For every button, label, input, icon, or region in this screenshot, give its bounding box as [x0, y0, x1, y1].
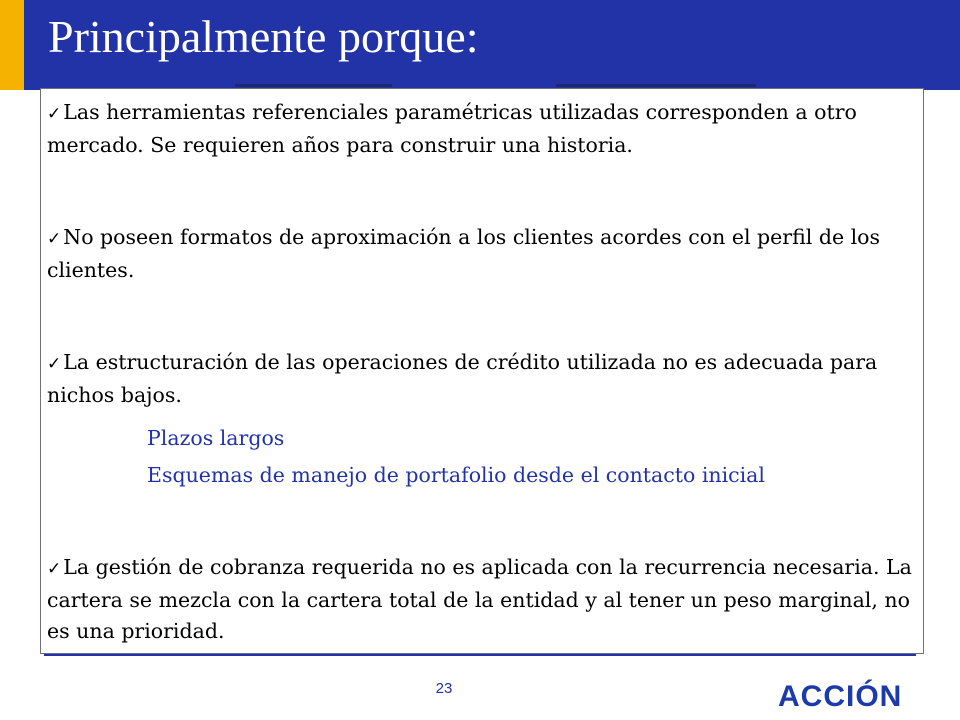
page-title: Principalmente porque: — [48, 11, 479, 62]
logo-text: ACCIÓN — [778, 680, 903, 710]
sub-item: Esquemas de manejo de portafolio desde el contacto inicial — [147, 463, 765, 487]
page-number: 23 — [435, 680, 453, 697]
bullet-item — [47, 97, 919, 161]
accion-logo — [776, 676, 916, 710]
sub-item: Plazos largos — [147, 426, 285, 450]
bullet-text: La estructuración de las operaciones de crédito utilizada no es adecuada para nichos bajos. — [47, 350, 878, 407]
checkmark-icon: ✓ — [47, 354, 62, 374]
content-box — [40, 88, 924, 654]
bullet-item — [47, 347, 919, 411]
checkmark-icon: ✓ — [47, 104, 62, 124]
decorative-underline — [235, 84, 392, 87]
decorative-underline — [556, 84, 756, 87]
bullet-text: La gestión de cobranza requerida no es aplicada con la recurrencia necesaria. La cartera se mezcla con la cartera total de la entidad y al tener un peso marginal, no es una prioridad. — [47, 555, 912, 643]
checkmark-icon: ✓ — [47, 229, 62, 249]
header-accent-stripe — [0, 0, 24, 90]
bullet-item — [47, 552, 919, 647]
bullet-item — [47, 222, 919, 286]
bullet-text: Las herramientas referenciales paramétricas utilizadas corresponden a otro mercado. Se requieren años para construir una historia. — [47, 100, 857, 157]
bullet-text: No poseen formatos de aproximación a los clientes acordes con el perfil de los clientes. — [47, 225, 881, 282]
checkmark-icon: ✓ — [47, 559, 62, 579]
